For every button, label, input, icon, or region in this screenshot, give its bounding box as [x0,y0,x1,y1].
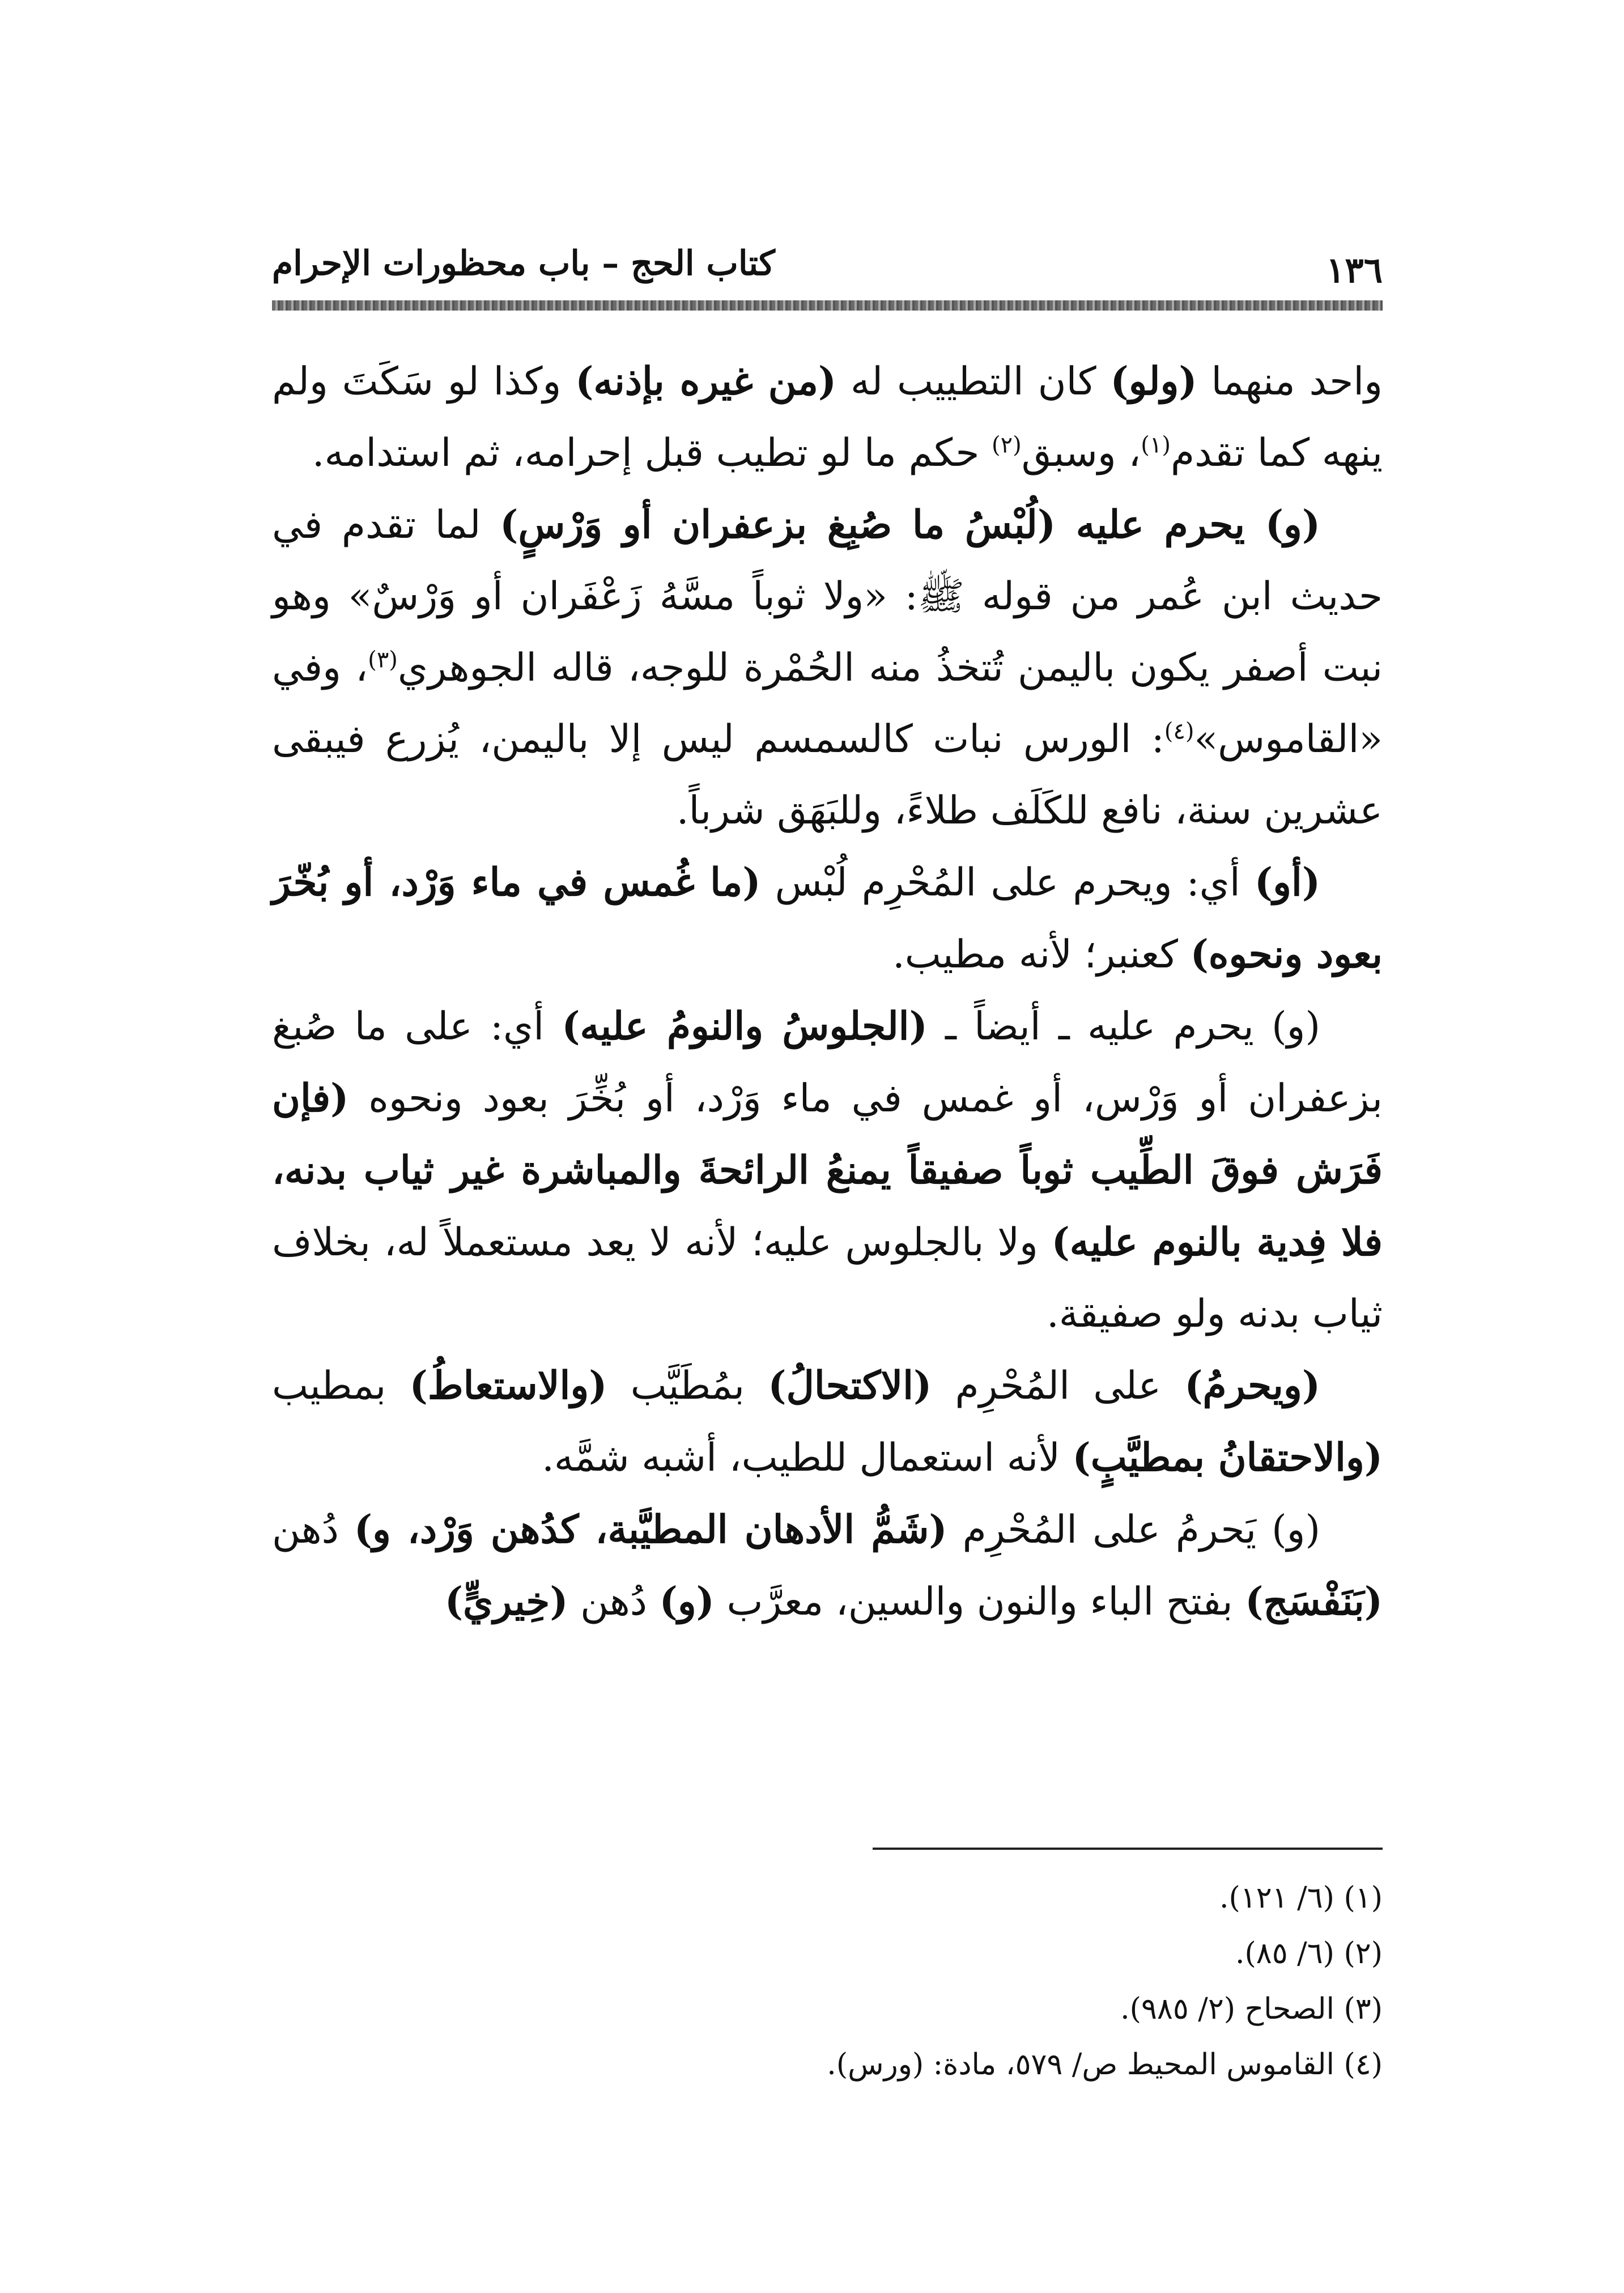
footnote-ref-2[interactable]: (٢) [991,432,1022,458]
bold-span: (ولو) [1110,359,1197,404]
bold-span: (شَمُّ الأدهان المطيَّبة، كدُهن وَرْد، و) [354,1507,947,1552]
footnote-ref-1[interactable]: (١) [1141,432,1171,458]
bold-span: (والاستعاطُ) [409,1363,607,1408]
text-span: : الورس نبات كالسمسم ليس إلا باليمن، يُزرع فيبقى عشرين سنة، نافع للكَلَف طلاءً، وللبَهَق شرباً. [272,717,1383,833]
footnote-separator [873,1848,1383,1850]
text-span: وكذا لو سَكَتَ ولم ينهه كما تقدم [272,359,1383,475]
paragraph-5 [272,1350,1383,1494]
footnote-2: (٢) (٦/ ٨٥). [1235,1937,1383,1971]
text-span: دُهن [272,1508,354,1552]
header-rule [272,300,1383,311]
text-span: كعنبر؛ لأنه مطيب. [892,932,1191,977]
bold-span: (ما غُمس في ماء وَرْد، أو بُخّرَ بعود ونحوه) [272,860,1383,977]
text-span: (و) يَحرمُ على المُحْرِم [947,1508,1320,1552]
bold-span: (فإن فَرَش فوقَ الطِّيب ثوباً صفيقاً يمنعُ الرائحةَ والمباشرة غير ثياب بدنه، فلا فِدية بالنوم عليه) [272,1076,1383,1265]
running-title: كتاب الحج – باب محظورات الإحرام [272,244,775,283]
text-span: بفتح الباء والنون والسين، معرَّب [714,1579,1245,1624]
text-span: دُهن [568,1579,660,1624]
text-span: أي: على ما صُبغ بزعفران أو وَرْس، أو غمس في ماء وَرْد، أو بُخِّرَ بعود ونحوه [272,1004,1383,1121]
paragraph-6 [272,1494,1383,1638]
page-number: ١٣٦ [1326,249,1383,291]
bold-span: (الجلوسُ والنومُ عليه) [562,1004,928,1049]
text-span: لما تقدم في حديث ابن عُمر من قوله ﷺ: «ولا ثوباً مسَّهُ زَعْفَران أو وَرْسٌ» وهو نبت أصفر يكون باليمن تُتخذُ منه الحُمْرة للوجه، قاله الجوهري [272,503,1383,690]
footnotes [272,1870,1383,2092]
paragraph-3 [272,847,1383,991]
text-span: كان التطييب له [836,359,1111,404]
text-span: حكم ما لو تطيب قبل إحرامه، ثم استدامه. [312,431,992,475]
footnote-ref-4[interactable]: (٤) [1164,718,1194,745]
text-span: لأنه استعمال للطيب، أشبه شمَّه. [542,1436,1073,1480]
page-header [272,238,1383,300]
bold-span: (خِيريٍّ) [444,1579,568,1624]
text-span: واحد منهما [1197,359,1383,404]
text-span: على المُحْرِم [932,1364,1185,1408]
paragraph-1 [272,346,1383,489]
text-span: ولا بالجلوس عليه؛ لأنه لا يعد مستعملاً له، بخلاف ثياب بدنه ولو صفيقة. [272,1220,1383,1336]
bold-span: (والاحتقانُ بمطيَّبٍ) [1072,1435,1383,1480]
text-span: ، وفي «القاموس» [272,646,1383,762]
main-text [272,346,1383,1638]
text-span: ، وسبق [1021,431,1141,475]
footnote-3: (٣) الصحاح (٢/ ٩٨٥). [1120,1992,1383,2026]
paragraph-4 [272,991,1383,1350]
bold-span: (ويحرمُ) [1184,1363,1320,1408]
footnote-4: (٤) القاموس المحيط ص/ ٥٧٩، مادة: (ورس). [827,2048,1383,2082]
text-span: أي: ويحرم على المُحْرِم لُبْس [760,860,1255,905]
bold-span: (بَنَفْسَج) [1245,1579,1383,1624]
bold-span: (أو) [1254,860,1320,905]
bold-span: (من غيره بإذنه) [575,359,837,404]
text-span: بمُطَيَّب [607,1364,768,1408]
paragraph-2 [272,489,1383,847]
text-span: بمطيب [272,1364,410,1408]
bold-span: (الاكتحالُ) [768,1363,932,1408]
bold-span: (و) يحرم عليه (لُبْسُ ما صُبِغ بزعفران أو وَرْسٍ) [500,502,1320,547]
footnote-ref-3[interactable]: (٣) [368,647,398,673]
bold-span: (و) [659,1579,715,1624]
text-span: (و) يحرم عليه ـ أيضاً ـ [927,1004,1320,1049]
footnote-1: (١) (٦/ ١٢١). [1219,1881,1383,1915]
